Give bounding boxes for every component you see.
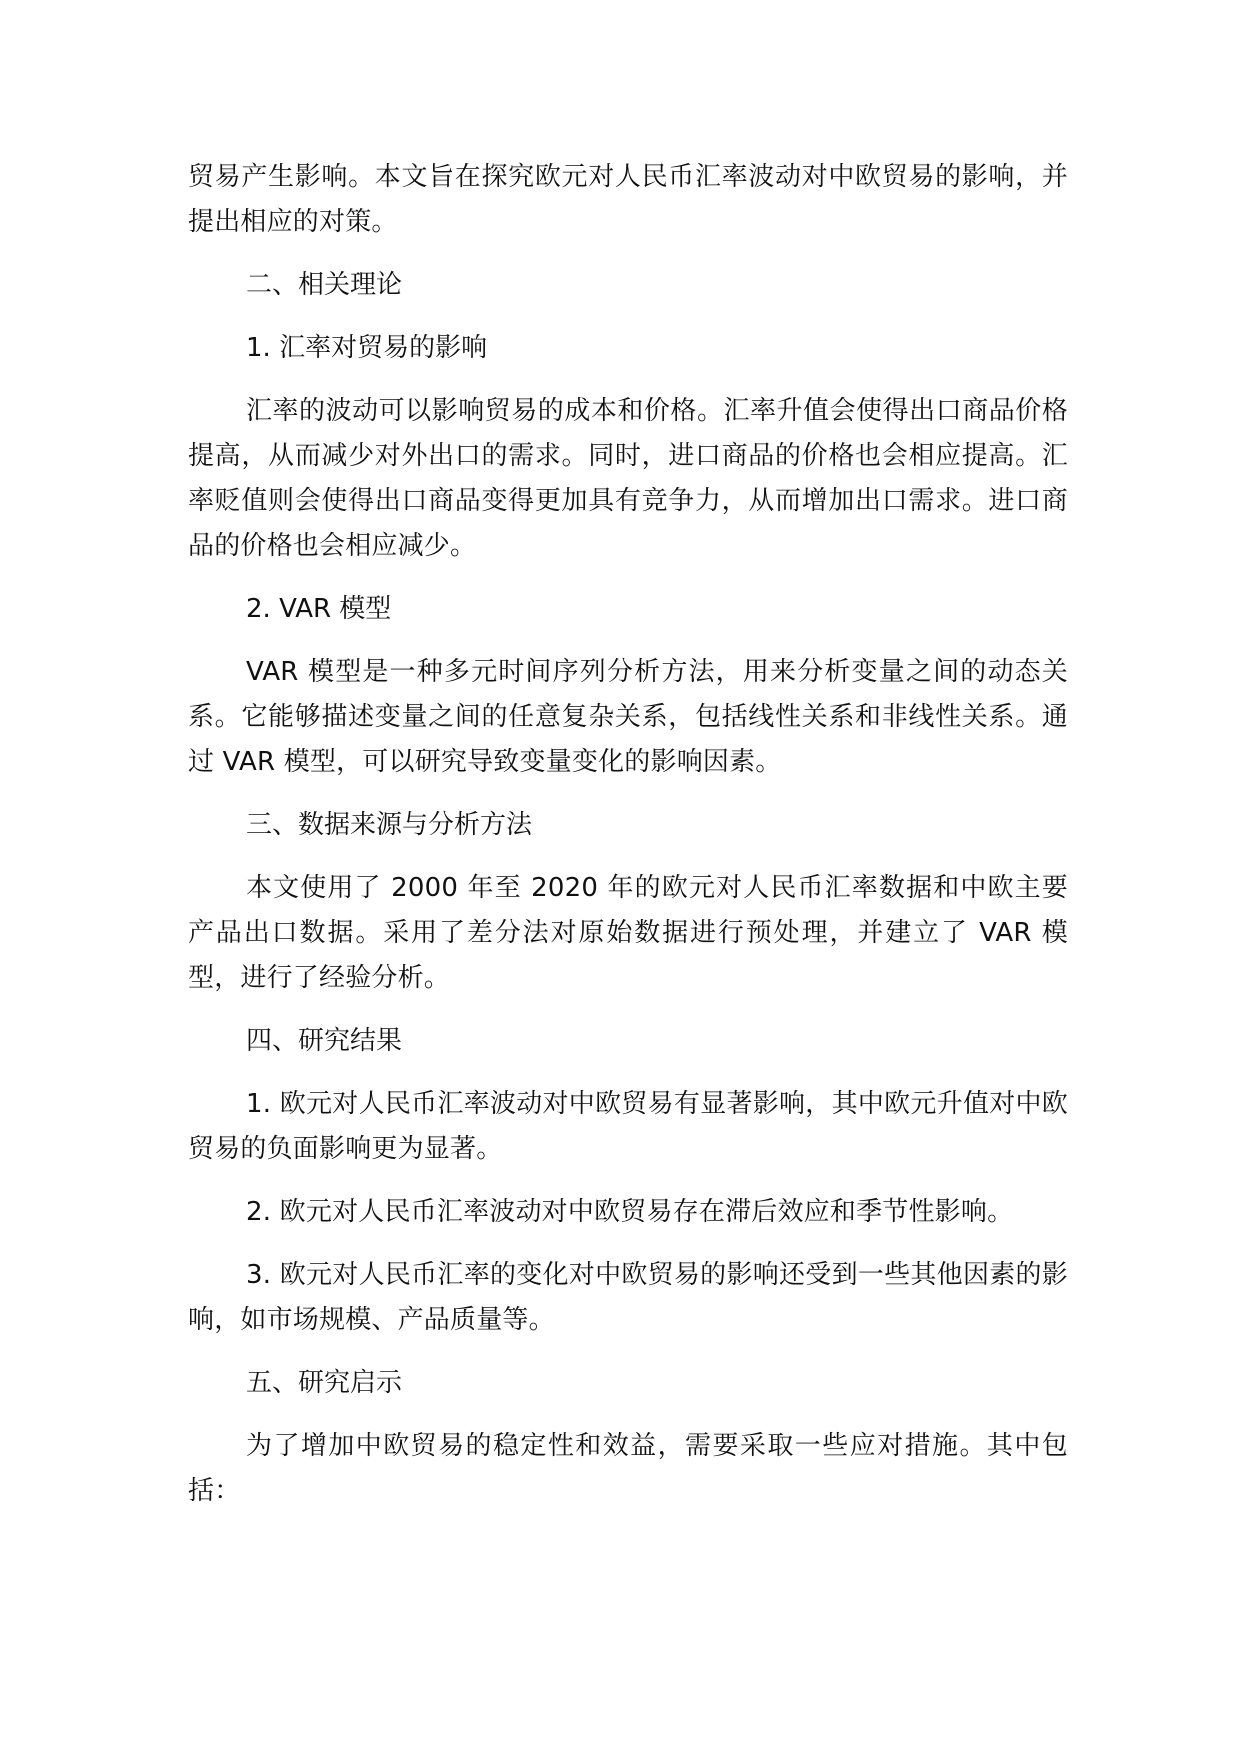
section-heading-implications: 五、研究启示 (246, 1368, 403, 1398)
section-heading-theory: 二、相关理论 (246, 270, 403, 300)
paragraph-implications: 为了增加中欧贸易的稳定性和效益，需要采取一些应对措施。其中包括： (188, 1431, 1068, 1506)
paragraph-result-2: 2. 欧元对人民币汇率波动对中欧贸易存在滞后效应和季节性影响。 (246, 1197, 1014, 1227)
subheading-exchange-rate-effect: 1. 汇率对贸易的影响 (246, 333, 488, 363)
subheading-var-model: 2. VAR 模型 (246, 594, 392, 624)
paragraph-result-3: 3. 欧元对人民币汇率的变化对中欧贸易的影响还受到一些其他因素的影响，如市场规模、产品质量等。 (188, 1260, 1068, 1335)
paragraph-result-1: 1. 欧元对人民币汇率波动对中欧贸易有显著影响，其中欧元升值对中欧贸易的负面影响更为显著。 (188, 1089, 1068, 1164)
paragraph-var-model: VAR 模型是一种多元时间序列分析方法，用来分析变量之间的动态关系。它能够描述变量之间的任意复杂关系，包括线性关系和非线性关系。通过 VAR 模型，可以研究导致变量变化的影响因素。 (188, 657, 1068, 777)
paragraph-intro-continuation: 贸易产生影响。本文旨在探究欧元对人民币汇率波动对中欧贸易的影响，并提出相应的对策。 (188, 162, 1068, 237)
paragraph-exchange-rate: 汇率的波动可以影响贸易的成本和价格。汇率升值会使得出口商品价格提高，从而减少对外出口的需求。同时，进口商品的价格也会相应提高。汇率贬值则会使得出口商品变得更加具有竞争力，从而增加出口需求。进口商品的价格也会相应减少。 (188, 396, 1068, 561)
document-body (188, 155, 1068, 1532)
paragraph-data-methods: 本文使用了 2000 年至 2020 年的欧元对人民币汇率数据和中欧主要产品出口数据。采用了差分法对原始数据进行预处理，并建立了 VAR 模型，进行了经验分析。 (188, 873, 1068, 993)
section-heading-data-methods: 三、数据来源与分析方法 (246, 810, 533, 840)
section-heading-results: 四、研究结果 (246, 1026, 403, 1056)
